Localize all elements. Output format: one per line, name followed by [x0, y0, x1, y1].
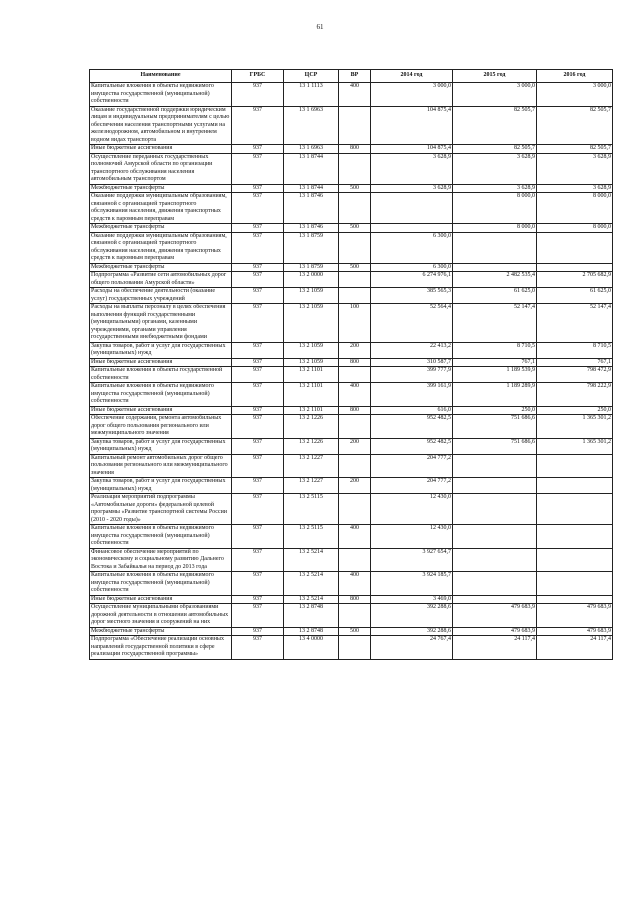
- row-vr-cell: 800: [339, 406, 371, 415]
- table-row: [90, 604, 613, 628]
- row-grbs-cell: 937: [232, 438, 284, 454]
- row-2016-cell: [537, 572, 613, 596]
- row-csr-cell: 13 2 1101: [284, 406, 339, 415]
- row-2016-cell: 798 222,9: [537, 383, 613, 407]
- row-2015-cell: 751 686,6: [453, 415, 537, 439]
- row-csr-cell: 13 2 1101: [284, 367, 339, 383]
- row-2015-cell: 82 505,7: [453, 106, 537, 145]
- row-2016-cell: 479 683,9: [537, 604, 613, 628]
- row-grbs-cell: 937: [232, 272, 284, 288]
- row-2015-cell: 8 710,5: [453, 342, 537, 358]
- row-2014-cell: 104 875,4: [371, 145, 453, 154]
- row-2016-cell: 250,0: [537, 406, 613, 415]
- row-2014-cell: 3 628,9: [371, 184, 453, 193]
- row-2014-cell: 6 274 976,1: [371, 272, 453, 288]
- row-2015-cell: 3 000,0: [453, 83, 537, 107]
- row-vr-cell: [339, 415, 371, 439]
- row-name-cell: Иные бюджетные ассигнования: [90, 595, 232, 604]
- row-grbs-cell: 937: [232, 415, 284, 439]
- row-2014-cell: 616,0: [371, 406, 453, 415]
- table-row: [90, 525, 613, 549]
- row-grbs-cell: 937: [232, 232, 284, 263]
- row-2015-cell: [453, 263, 537, 272]
- row-name-cell: Иные бюджетные ассигнования: [90, 145, 232, 154]
- row-2015-cell: [453, 548, 537, 572]
- row-2016-cell: 52 147,4: [537, 304, 613, 343]
- row-2014-cell: 952 482,5: [371, 415, 453, 439]
- row-grbs-cell: 937: [232, 153, 284, 184]
- table-row: [90, 232, 613, 263]
- table-header-row: [90, 70, 613, 83]
- row-name-cell: Оказание поддержки муниципальным образованиям, связанной с организацией транспортного обслуживания населения, движения транспортных средств к паромным переправам: [90, 193, 232, 224]
- row-csr-cell: 13 2 1227: [284, 478, 339, 494]
- row-name-cell: Осуществление переданных государственных полномочий Амурской области по организации транспортного обслуживания населения автомобильным транспортом: [90, 153, 232, 184]
- row-2014-cell: 392 288,6: [371, 627, 453, 636]
- table-row: [90, 478, 613, 494]
- table-row: [90, 454, 613, 478]
- row-grbs-cell: 937: [232, 193, 284, 224]
- row-2015-cell: 250,0: [453, 406, 537, 415]
- row-csr-cell: 13 1 1113: [284, 83, 339, 107]
- row-grbs-cell: 937: [232, 342, 284, 358]
- row-grbs-cell: 937: [232, 106, 284, 145]
- row-name-cell: Закупка товаров, работ и услуг для государственных (муниципальных) нужд: [90, 478, 232, 494]
- table-row: [90, 358, 613, 367]
- header-2016: 2016 год: [537, 70, 613, 83]
- row-name-cell: Подпрограмма «Развитие сети автомобильных дорог общего пользования Амурской области»: [90, 272, 232, 288]
- page-number: 61: [316, 23, 324, 31]
- row-name-cell: Оказание государственной поддержки юридическим лицам и индивидуальным предпринимателям с целью обеспечения населения транспортными услугами на железнодорожном, автомобильном и внутреннем водном видах транспорта: [90, 106, 232, 145]
- row-2015-cell: [453, 232, 537, 263]
- row-2015-cell: 3 628,9: [453, 184, 537, 193]
- row-2016-cell: [537, 232, 613, 263]
- header-grbs: ГРБС: [232, 70, 284, 83]
- row-csr-cell: 13 2 5115: [284, 494, 339, 525]
- row-csr-cell: 13 2 1059: [284, 304, 339, 343]
- row-2014-cell: 399 777,9: [371, 367, 453, 383]
- row-2014-cell: 3 628,9: [371, 153, 453, 184]
- row-2015-cell: [453, 595, 537, 604]
- row-grbs-cell: 937: [232, 627, 284, 636]
- row-vr-cell: 400: [339, 525, 371, 549]
- header-2014: 2014 год: [371, 70, 453, 83]
- row-vr-cell: 500: [339, 184, 371, 193]
- table-row: [90, 572, 613, 596]
- row-vr-cell: 800: [339, 358, 371, 367]
- row-csr-cell: 13 2 8748: [284, 627, 339, 636]
- row-csr-cell: 13 1 8759: [284, 232, 339, 263]
- table-row: [90, 415, 613, 439]
- row-2016-cell: [537, 454, 613, 478]
- row-vr-cell: 400: [339, 572, 371, 596]
- row-vr-cell: 800: [339, 145, 371, 154]
- row-name-cell: Межбюджетные трансферты: [90, 263, 232, 272]
- row-2015-cell: 2 482 535,4: [453, 272, 537, 288]
- row-vr-cell: [339, 193, 371, 224]
- row-csr-cell: 13 2 1059: [284, 342, 339, 358]
- row-2016-cell: [537, 263, 613, 272]
- row-csr-cell: 13 2 1227: [284, 454, 339, 478]
- row-grbs-cell: 937: [232, 572, 284, 596]
- row-name-cell: Капитальные вложения в объекты недвижимого имущества государственной (муниципальной) собственности: [90, 572, 232, 596]
- row-2014-cell: 12 430,0: [371, 494, 453, 525]
- row-name-cell: Подпрограмма «Обеспечение реализации основных направлений государственной политики в сфере реализации государственной программы»: [90, 636, 232, 660]
- row-2015-cell: 1 189 289,9: [453, 383, 537, 407]
- row-2014-cell: 204 777,2: [371, 478, 453, 494]
- row-vr-cell: [339, 288, 371, 304]
- row-grbs-cell: 937: [232, 636, 284, 660]
- row-2016-cell: 3 000,0: [537, 83, 613, 107]
- row-name-cell: Капитальные вложения в объекты недвижимого имущества государственной (муниципальной) собственности: [90, 83, 232, 107]
- row-csr-cell: 13 2 0000: [284, 272, 339, 288]
- row-csr-cell: 13 2 1101: [284, 383, 339, 407]
- row-grbs-cell: 937: [232, 525, 284, 549]
- row-vr-cell: 100: [339, 304, 371, 343]
- row-name-cell: Капитальные вложения в объекты недвижимого имущества государственной (муниципальной) собственности: [90, 383, 232, 407]
- row-vr-cell: [339, 232, 371, 263]
- row-2016-cell: 479 683,9: [537, 627, 613, 636]
- row-grbs-cell: 937: [232, 383, 284, 407]
- row-name-cell: Межбюджетные трансферты: [90, 627, 232, 636]
- row-2014-cell: 104 875,4: [371, 106, 453, 145]
- row-vr-cell: 500: [339, 627, 371, 636]
- row-2015-cell: [453, 525, 537, 549]
- row-2016-cell: 8 710,5: [537, 342, 613, 358]
- row-csr-cell: 13 1 6963: [284, 106, 339, 145]
- row-name-cell: Финансовое обеспечение мероприятий по экономическому и социальному развитию Дальнего Востока и Забайкалья на период до 2013 года: [90, 548, 232, 572]
- header-name: Наименование: [90, 70, 232, 83]
- row-grbs-cell: 937: [232, 604, 284, 628]
- row-grbs-cell: 937: [232, 304, 284, 343]
- row-2015-cell: 8 000,0: [453, 224, 537, 233]
- row-2014-cell: 12 430,0: [371, 525, 453, 549]
- row-2015-cell: 8 000,0: [453, 193, 537, 224]
- row-vr-cell: 200: [339, 478, 371, 494]
- row-grbs-cell: 937: [232, 367, 284, 383]
- row-name-cell: Расходы на обеспечение деятельности (оказание услуг) государственных учреждений: [90, 288, 232, 304]
- table-row: [90, 636, 613, 660]
- row-2015-cell: 479 683,9: [453, 604, 537, 628]
- row-2014-cell: 385 565,3: [371, 288, 453, 304]
- row-2014-cell: 310 587,7: [371, 358, 453, 367]
- table-row: [90, 383, 613, 407]
- table-row: [90, 304, 613, 343]
- table-row: [90, 224, 613, 233]
- row-2016-cell: 8 000,0: [537, 193, 613, 224]
- table-row: [90, 184, 613, 193]
- row-2015-cell: 479 683,9: [453, 627, 537, 636]
- row-vr-cell: 400: [339, 383, 371, 407]
- row-2016-cell: 798 472,9: [537, 367, 613, 383]
- row-grbs-cell: 937: [232, 595, 284, 604]
- budget-table: [89, 69, 613, 660]
- row-grbs-cell: 937: [232, 406, 284, 415]
- row-2015-cell: 751 686,6: [453, 438, 537, 454]
- row-2014-cell: 52 564,4: [371, 304, 453, 343]
- row-vr-cell: 200: [339, 342, 371, 358]
- row-2014-cell: 3 924 185,7: [371, 572, 453, 596]
- row-csr-cell: 13 2 1059: [284, 288, 339, 304]
- row-2015-cell: 82 505,7: [453, 145, 537, 154]
- row-2016-cell: 2 705 682,9: [537, 272, 613, 288]
- row-2015-cell: [453, 478, 537, 494]
- row-name-cell: Межбюджетные трансферты: [90, 184, 232, 193]
- row-name-cell: Капитальный ремонт автомобильных дорог общего пользования регионального или межмуниципального значения: [90, 454, 232, 478]
- row-grbs-cell: 937: [232, 494, 284, 525]
- row-csr-cell: 13 1 6963: [284, 145, 339, 154]
- table-row: [90, 193, 613, 224]
- row-2015-cell: [453, 454, 537, 478]
- row-csr-cell: 13 2 1226: [284, 415, 339, 439]
- row-csr-cell: 13 2 5214: [284, 548, 339, 572]
- row-vr-cell: [339, 367, 371, 383]
- row-name-cell: Расходы на выплаты персоналу в целях обеспечения выполнения функций государственными (муниципальными) органами, казенными учреждениями, органами управления государственными внебюджетными фондами: [90, 304, 232, 343]
- table-row: [90, 106, 613, 145]
- row-csr-cell: 13 2 8748: [284, 604, 339, 628]
- row-vr-cell: 800: [339, 595, 371, 604]
- table-row: [90, 272, 613, 288]
- row-2015-cell: 767,1: [453, 358, 537, 367]
- row-2014-cell: 392 288,6: [371, 604, 453, 628]
- table-row: [90, 288, 613, 304]
- row-csr-cell: 13 2 1059: [284, 358, 339, 367]
- row-csr-cell: 13 2 1226: [284, 438, 339, 454]
- row-vr-cell: [339, 454, 371, 478]
- row-grbs-cell: 937: [232, 478, 284, 494]
- row-2015-cell: 61 625,0: [453, 288, 537, 304]
- row-vr-cell: 400: [339, 83, 371, 107]
- row-name-cell: Капитальные вложения в объекты государственной собственности: [90, 367, 232, 383]
- row-2014-cell: 22 413,2: [371, 342, 453, 358]
- row-2016-cell: [537, 478, 613, 494]
- row-2015-cell: 24 117,4: [453, 636, 537, 660]
- row-2016-cell: 24 117,4: [537, 636, 613, 660]
- row-2014-cell: 24 767,4: [371, 636, 453, 660]
- row-2016-cell: 1 365 301,2: [537, 415, 613, 439]
- row-grbs-cell: 937: [232, 548, 284, 572]
- row-2014-cell: 952 482,5: [371, 438, 453, 454]
- row-2016-cell: 8 000,0: [537, 224, 613, 233]
- row-vr-cell: [339, 272, 371, 288]
- row-vr-cell: [339, 494, 371, 525]
- row-2016-cell: 82 505,7: [537, 145, 613, 154]
- row-grbs-cell: 937: [232, 145, 284, 154]
- row-csr-cell: 13 2 5214: [284, 595, 339, 604]
- row-2015-cell: 1 189 539,9: [453, 367, 537, 383]
- row-2015-cell: [453, 494, 537, 525]
- row-csr-cell: 13 2 5214: [284, 572, 339, 596]
- row-vr-cell: [339, 106, 371, 145]
- table-row: [90, 438, 613, 454]
- row-vr-cell: 500: [339, 263, 371, 272]
- row-2014-cell: 6 300,0: [371, 232, 453, 263]
- row-2016-cell: [537, 548, 613, 572]
- row-2015-cell: [453, 572, 537, 596]
- row-csr-cell: 13 1 8746: [284, 193, 339, 224]
- row-vr-cell: 500: [339, 224, 371, 233]
- row-name-cell: Межбюджетные трансферты: [90, 224, 232, 233]
- row-csr-cell: 13 1 8759: [284, 263, 339, 272]
- row-name-cell: Реализация мероприятий подпрограммы «Автомобильные дороги» федеральной целевой программы «Развитие транспортной системы России (2010 - 2020 годы)»: [90, 494, 232, 525]
- row-csr-cell: 13 4 0000: [284, 636, 339, 660]
- row-name-cell: Иные бюджетные ассигнования: [90, 406, 232, 415]
- row-name-cell: Закупка товаров, работ и услуг для государственных (муниципальных) нужд: [90, 342, 232, 358]
- row-vr-cell: 200: [339, 438, 371, 454]
- row-grbs-cell: 937: [232, 358, 284, 367]
- row-2015-cell: 3 628,9: [453, 153, 537, 184]
- row-grbs-cell: 937: [232, 224, 284, 233]
- header-csr: ЦСР: [284, 70, 339, 83]
- row-2014-cell: 399 161,9: [371, 383, 453, 407]
- row-grbs-cell: 937: [232, 454, 284, 478]
- row-2014-cell: 204 777,2: [371, 454, 453, 478]
- row-vr-cell: [339, 636, 371, 660]
- row-name-cell: Осуществление муниципальными образованиями дорожной деятельности в отношении автомобильных дорог местного значения и сооружений на них: [90, 604, 232, 628]
- row-2016-cell: 1 365 301,2: [537, 438, 613, 454]
- row-2016-cell: 767,1: [537, 358, 613, 367]
- table-row: [90, 342, 613, 358]
- row-name-cell: Капитальные вложения в объекты недвижимого имущества государственной (муниципальной) собственности: [90, 525, 232, 549]
- row-2016-cell: [537, 494, 613, 525]
- row-vr-cell: [339, 548, 371, 572]
- header-2015: 2015 год: [453, 70, 537, 83]
- row-grbs-cell: 937: [232, 83, 284, 107]
- row-name-cell: Иные бюджетные ассигнования: [90, 358, 232, 367]
- row-2014-cell: 3 469,0: [371, 595, 453, 604]
- row-2016-cell: 61 625,0: [537, 288, 613, 304]
- row-2016-cell: 3 628,9: [537, 184, 613, 193]
- row-grbs-cell: 937: [232, 263, 284, 272]
- row-csr-cell: 13 1 8744: [284, 153, 339, 184]
- row-2016-cell: 3 628,9: [537, 153, 613, 184]
- row-2014-cell: 3 000,0: [371, 83, 453, 107]
- row-grbs-cell: 937: [232, 288, 284, 304]
- row-csr-cell: 13 2 5115: [284, 525, 339, 549]
- row-vr-cell: [339, 604, 371, 628]
- table-row: [90, 145, 613, 154]
- row-2016-cell: [537, 525, 613, 549]
- row-grbs-cell: 937: [232, 184, 284, 193]
- row-2014-cell: [371, 224, 453, 233]
- row-name-cell: Закупка товаров, работ и услуг для государственных (муниципальных) нужд: [90, 438, 232, 454]
- row-csr-cell: 13 1 8744: [284, 184, 339, 193]
- row-2014-cell: 3 927 654,7: [371, 548, 453, 572]
- table-row: [90, 83, 613, 107]
- table-row: [90, 153, 613, 184]
- row-2014-cell: 6 300,0: [371, 263, 453, 272]
- row-name-cell: Обеспечение содержания, ремонта автомобильных дорог общего пользования регионального или межмуниципального значения: [90, 415, 232, 439]
- table-row: [90, 627, 613, 636]
- table-row: [90, 548, 613, 572]
- header-vr: ВР: [339, 70, 371, 83]
- row-2014-cell: [371, 193, 453, 224]
- table-row: [90, 406, 613, 415]
- table-row: [90, 263, 613, 272]
- row-2015-cell: 52 147,4: [453, 304, 537, 343]
- row-2016-cell: 82 505,7: [537, 106, 613, 145]
- table-row: [90, 595, 613, 604]
- row-2016-cell: [537, 595, 613, 604]
- row-name-cell: Оказание поддержки муниципальным образованиям, связанной с организацией транспортного обслуживания населения, движения транспортных средств к паромным переправам: [90, 232, 232, 263]
- row-vr-cell: [339, 153, 371, 184]
- table-row: [90, 494, 613, 525]
- table-row: [90, 367, 613, 383]
- row-csr-cell: 13 1 8746: [284, 224, 339, 233]
